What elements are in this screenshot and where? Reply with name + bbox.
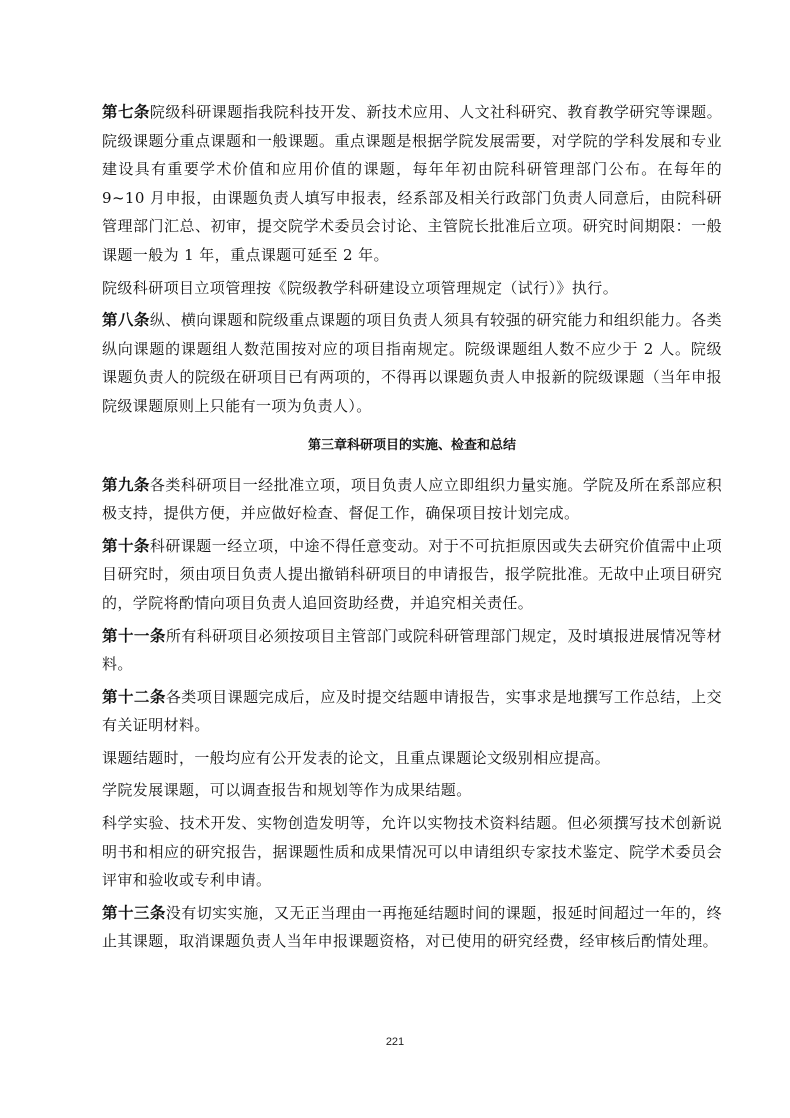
paragraph-text: 课题结题时，一般均应有公开发表的论文，且重点课题论文级别相应提高。 [102,748,611,767]
paragraph-article-10 [102,532,722,618]
paragraph-article-8 [102,306,722,420]
paragraph-article-9 [102,471,722,528]
paragraph-text: 各类科研项目一经批准立项，项目负责人应立即组织力量实施。学院及所在系部应积极支持，提供方便，并应做好检查、督促工作，确保项目按计划完成。 [102,475,723,523]
paragraph-text: 没有切实实施，又无正当理由一再拖延结题时间的课题，报延时间超过一年的，终止其课题，取消课题负责人当年申报课题资格，对已使用的研究经费，经审核后酌情处理。 [102,903,722,951]
paragraph-experiments [102,809,722,895]
paragraph-text: 科研课题一经立项，中途不得任意变动。对于不可抗拒原因或失去研究价值需中止项目研究时，须由项目负责人提出撤销科研项目的申请报告，报学院批准。无故中止项目研究的，学院将酌情向项目负责人追回资助经费，并追究相关责任。 [102,536,723,612]
article-heading: 第七条 [102,103,150,121]
paragraph-article-11 [102,622,722,679]
paragraph-text: 院级科研项目立项管理按《院级教学科研建设立项管理规定（试行）》执行。 [102,278,619,297]
paragraph-article-13 [102,899,722,956]
paragraph-article-7 [102,98,722,270]
document-body [102,98,722,960]
paragraph-project-management [102,274,722,303]
article-heading: 第九条 [102,475,150,494]
paragraph-text: 所有科研项目必须按项目主管部门或院科研管理部门规定，及时填报进展情况等材料。 [102,626,722,674]
article-heading: 第十三条 [102,903,166,922]
chapter-title: 第三章科研项目的实施、检查和总结 [307,437,516,453]
paragraph-article-12 [102,683,722,740]
paragraph-text: 院级科研课题指我院科技开发、新技术应用、人文社科研究、教育教学研究等课题。院级课题分重点课题和一般课题。重点课题是根据学院发展需要，对学院的学科发展和专业建设具有重要学术价值和应用价值的课题，每年年初由院科研管理部门公布。在每年的 9~10 月申报，由课题负责人填写申报表，经系部及相关行政部门负责人同意后，由院科研管理部门汇总、初审，提交院学术委员会讨论、主管院长批准后立项。研究时间期限：一般课题一般为 1 年，重点课题可延至 2 年。 [102,103,723,264]
paragraph-text: 学院发展课题，可以调查报告和规划等作为成果结题。 [102,781,472,800]
paragraph-conclusion-papers [102,744,722,773]
page-number: 221 [385,1036,405,1048]
article-heading: 第十二条 [102,687,166,706]
paragraph-text: 各类项目课题完成后，应及时提交结题申请报告，实事求是地撰写工作总结，上交有关证明材料。 [102,687,722,735]
article-heading: 第八条 [102,311,150,330]
paragraph-text: 科学实验、技术开发、实物创造发明等，允许以实物技术资料结题。但必须撰写技术创新说明书和相应的研究报告，据课题性质和成果情况可以申请组织专家技术鉴定、院学术委员会评审和验收或专利申请。 [102,814,722,890]
paragraph-text: 纵、横向课题和院级重点课题的项目负责人须具有较强的研究能力和组织能力。各类纵向课题的课题组人数范围按对应的项目指南规定。院级课题组人数不应少于 2 人。院级课题负责人的院级在研项目已有两项的，不得再以课题负责人申报新的院级课题（当年申报院级课题原则上只能有一项为负责人）。 [102,311,723,415]
article-heading: 第十一条 [102,626,166,645]
paragraph-development-topics [102,776,722,805]
article-heading: 第十条 [102,536,150,555]
